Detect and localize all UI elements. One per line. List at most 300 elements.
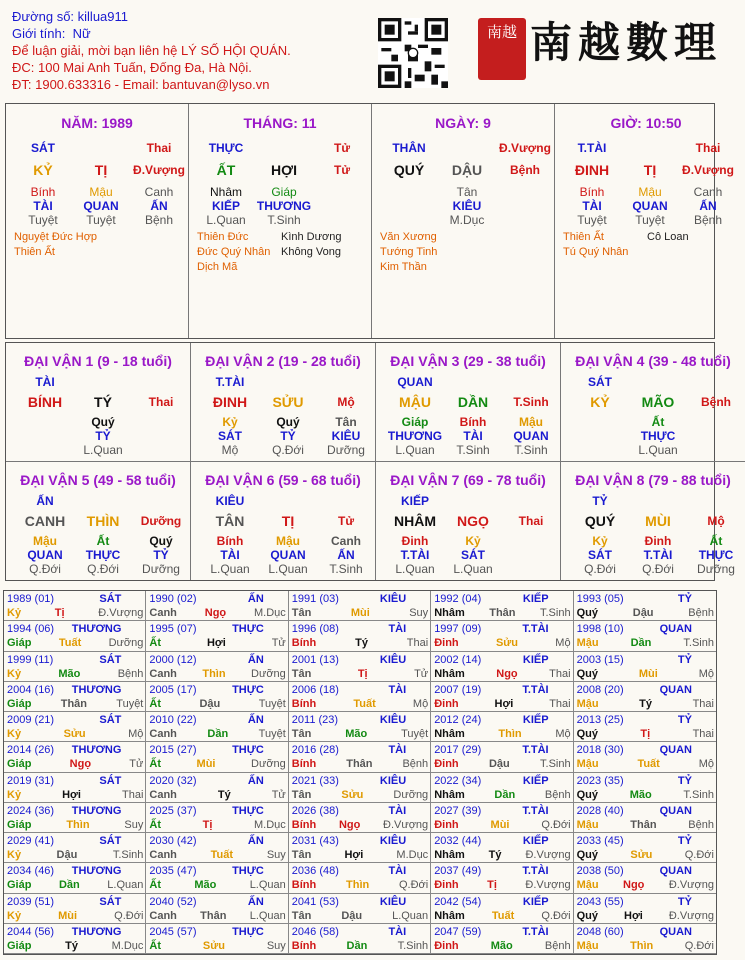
annual-line-2 [7, 848, 143, 862]
annual-line-2 [7, 636, 143, 650]
annual-branch: Ngọ [69, 758, 92, 771]
annual-stem: Nhâm [434, 728, 465, 740]
annual-god: ẤN [247, 714, 264, 726]
annual-god: THỰC [232, 623, 264, 636]
annual-stem: Giáp [7, 818, 32, 831]
pillar-cell: TÀI [582, 199, 602, 213]
annual-god: KIẾP [522, 653, 549, 666]
annual-god: T.TÀI [522, 804, 549, 817]
annual-stem: Tân [291, 849, 312, 861]
annual-cell [146, 833, 288, 863]
dai-van-hidden-cell [687, 429, 745, 443]
annual-stem: Mậu [576, 879, 599, 892]
pillar-cell: Tuyệt [86, 213, 116, 227]
dai-van-title: ĐẠI VẬN 5 (49 - 58 tuổi) [20, 471, 176, 488]
pillar-row [197, 185, 371, 199]
annual-line-1 [149, 622, 285, 636]
pillar-cell [313, 185, 371, 199]
star-item: Cô Loan [647, 231, 689, 243]
annual-stem: Mậu [576, 939, 599, 952]
annual-year: 2041 (53) [291, 895, 339, 908]
dai-van-hidden [201, 548, 375, 562]
annual-stage: Mộ [412, 697, 429, 710]
annual-year: 2037 (49) [434, 865, 482, 878]
dai-van-stem: ĐINH [212, 394, 248, 410]
annual-god: TÀI [388, 804, 407, 817]
annual-branch: Hợi [624, 909, 643, 922]
pillar-row [14, 199, 188, 213]
annual-branch: Dậu [341, 909, 363, 922]
annual-branch: Thìn [66, 818, 90, 831]
star-item: Tướng Tinh [380, 246, 438, 258]
pillar-row [563, 213, 737, 227]
pillar-cell: Mậu [89, 185, 113, 199]
annual-branch: Thân [346, 758, 373, 771]
dai-van-stem-branch [571, 512, 745, 530]
annual-line-1 [149, 743, 285, 757]
pillar-2 [372, 104, 555, 338]
annual-stem: Mậu [576, 637, 599, 650]
annual-year: 2044 (56) [7, 925, 55, 938]
annual-line-1 [577, 864, 714, 878]
annual-cell [289, 652, 431, 682]
annual-line-1 [7, 683, 143, 697]
annual-god: TỶ [677, 835, 692, 847]
annual-cell [431, 773, 573, 803]
annual-god: TÀI [388, 925, 407, 938]
annual-line-1 [292, 683, 428, 697]
dai-van-stage: Thai [148, 395, 174, 409]
annual-line-1 [434, 895, 570, 909]
annual-line-1 [577, 683, 714, 697]
annual-line-1 [7, 653, 143, 667]
dai-van-hidden-cell [16, 429, 74, 443]
annual-line-2 [292, 667, 428, 681]
dai-van-stem: CANH [24, 512, 66, 529]
dai-van-hidden [201, 443, 375, 457]
pillar-title: NGÀY: 9 [435, 115, 491, 131]
annual-line-1 [149, 774, 285, 788]
annual-stage: T.Sinh [397, 939, 429, 952]
annual-cell [574, 833, 716, 863]
annual-branch: Thân [489, 607, 516, 619]
annual-cell [431, 621, 573, 651]
annual-branch: Dậu [632, 607, 654, 619]
annual-branch: Sửu [495, 637, 518, 650]
annual-year: 2024 (36) [7, 804, 55, 817]
annual-line-2 [7, 697, 143, 711]
annual-year: 2033 (45) [576, 835, 624, 847]
annual-stem: Quý [576, 909, 598, 922]
dai-van-hidden [571, 429, 745, 443]
annual-line-2 [577, 606, 714, 620]
annual-stem: Kỷ [7, 728, 22, 740]
annual-year: 2031 (43) [291, 835, 339, 847]
star-item: Kình Dương [281, 231, 342, 243]
annual-year: 2007 (19) [434, 683, 482, 696]
annual-cell [146, 591, 288, 621]
pillar-cell: DẬU [451, 162, 483, 178]
annual-god: T.TÀI [522, 683, 549, 696]
annual-god: ẤN [247, 593, 264, 605]
pillar-cell: Nhâm [209, 185, 242, 199]
annual-god: SÁT [99, 714, 122, 726]
dai-van-hidden [16, 562, 190, 576]
dai-van-hidden [201, 534, 375, 548]
dai-van-hidden-cell: THƯƠNG [387, 429, 443, 443]
annual-branch: Dần [58, 879, 80, 892]
annual-stage: Tuyệt [116, 697, 144, 710]
pillar-row [14, 141, 188, 155]
annual-stem: Ất [149, 939, 161, 952]
annual-year: 2023 (35) [576, 774, 624, 787]
dai-van-hidden-cell: T.Sinh [329, 561, 363, 576]
annual-line-2 [577, 636, 714, 650]
annual-year: 2020 (32) [149, 774, 197, 787]
star-item: Tú Quý Nhân [563, 246, 629, 258]
annual-year: 2043 (55) [576, 895, 624, 908]
pillar-cell [380, 213, 438, 227]
dai-van-hidden-cell: L.Quan [395, 443, 435, 457]
dai-van-hidden-cell: TÀI [220, 547, 240, 562]
annual-branch: Tý [488, 849, 502, 861]
dai-van-hidden-cell: Mộ [221, 443, 239, 457]
annual-line-2 [434, 818, 570, 832]
annual-stage: Đ.Vượng [525, 849, 571, 861]
annual-stage: L.Quan [392, 909, 429, 922]
annual-stem: Ất [149, 818, 161, 831]
annual-cell [4, 894, 146, 924]
annual-line-1 [577, 925, 714, 939]
annual-god: KIÊU [379, 835, 407, 847]
annual-cell [289, 712, 431, 742]
annual-stage: Đ.Vượng [525, 879, 571, 892]
pillar-cell [313, 199, 371, 213]
annual-line-1 [7, 864, 143, 878]
star-item: Thiên Đức [197, 231, 249, 243]
pillar-cell: QUÝ [393, 162, 425, 178]
annual-cell [4, 803, 146, 833]
dai-van-branch: THÌN [86, 512, 120, 529]
dai-van-hidden-cell [502, 548, 560, 562]
annual-line-1 [292, 834, 428, 848]
annual-line-2 [434, 788, 570, 802]
pillar-title: THÁNG: 11 [243, 115, 317, 131]
annual-stem: Giáp [7, 697, 32, 710]
annual-branch: Thân [630, 818, 657, 831]
annual-god: TÀI [388, 744, 407, 757]
annual-line-1 [292, 653, 428, 667]
annual-god: TỶ [677, 593, 692, 605]
annual-branch: Sửu [63, 728, 86, 740]
annual-line-2 [434, 939, 570, 953]
annual-cell [4, 621, 146, 651]
annual-stage: Thai [406, 637, 429, 650]
annual-stem: Mậu [576, 818, 599, 831]
annual-god: KIẾP [522, 835, 549, 847]
annual-year: 2047 (59) [434, 925, 482, 938]
star-item: Kim Thần [380, 261, 427, 273]
annual-god: QUAN [659, 865, 692, 878]
annual-cell [289, 833, 431, 863]
annual-line-1 [7, 804, 143, 818]
star-item: Thiên Ất [563, 231, 604, 243]
annual-line-1 [434, 925, 570, 939]
pillar-cell: T.TÀI [577, 141, 607, 155]
annual-branch: Thìn [202, 667, 226, 680]
pillar-cell [496, 213, 554, 227]
annual-stage: Mộ [555, 728, 571, 740]
dai-van-table [5, 342, 735, 581]
annual-line-1 [434, 713, 570, 727]
dai-van-hidden-cell: TÀI [463, 429, 483, 443]
annual-cell [574, 621, 716, 651]
dai-van-stage: Dưỡng [140, 513, 182, 528]
annual-line-2 [292, 848, 428, 862]
annual-line-1 [7, 592, 143, 606]
dai-van-branch: DẦN [457, 394, 489, 410]
annual-god: T.TÀI [522, 744, 549, 757]
dai-van-hidden-cell: Canh [331, 533, 361, 548]
annual-line-2 [434, 878, 570, 892]
annual-line-1 [434, 592, 570, 606]
annual-branch: Mão [58, 667, 81, 680]
annual-stage: Đ.Vượng [668, 909, 714, 922]
annual-line-1 [149, 834, 285, 848]
dai-van-stem: KỶ [590, 394, 610, 410]
dai-van-god [16, 494, 190, 508]
annual-god: THƯƠNG [71, 623, 122, 636]
annual-line-2 [292, 939, 428, 953]
annual-stage: Đ.Vượng [98, 607, 144, 619]
annual-line-1 [577, 653, 714, 667]
pillar-row [380, 213, 554, 227]
dai-van-hidden-cell: Q.Đới [642, 561, 674, 576]
annual-year: 1990 (02) [149, 593, 197, 605]
dai-van-god-label: TỶ [592, 493, 608, 508]
annual-branch: Hợi [206, 637, 226, 650]
annual-year: 2018 (30) [576, 744, 624, 757]
seal-stamp-icon: 南越 [478, 18, 526, 80]
pillar-cell: T.Sinh [267, 213, 301, 227]
dai-van-hidden-cell: T.Sinh [456, 443, 490, 457]
annual-branch: Ngọ [204, 607, 227, 619]
annual-cell [574, 712, 716, 742]
annual-god: KIẾP [522, 593, 549, 605]
annual-year: 2025 (37) [149, 804, 197, 817]
annual-stage: Thai [121, 788, 144, 801]
annual-year: 2006 (18) [291, 683, 339, 696]
dai-van-stem-branch [386, 512, 560, 530]
annual-cell [289, 773, 431, 803]
dai-van-stem: BÍNH [27, 394, 63, 410]
dai-van-hidden-cell: Bính [459, 415, 487, 429]
pillar-title: NĂM: 1989 [61, 115, 133, 131]
annual-branch: Tuất [637, 758, 660, 771]
annual-cell [146, 742, 288, 772]
annual-branch: Dần [494, 788, 516, 801]
annual-year: 2045 (57) [149, 925, 197, 938]
pillar-row [563, 199, 737, 213]
annual-cell [574, 591, 716, 621]
annual-stem: Bính [291, 697, 317, 710]
annual-cell [574, 924, 716, 954]
annual-stage: T.Sinh [683, 788, 714, 801]
annual-stem: Giáp [7, 879, 32, 892]
pillar-stem-branch [14, 161, 188, 179]
pillar-cell: Mậu [638, 185, 662, 199]
dai-van-hidden [16, 443, 190, 457]
dai-van-hidden-cell: Đinh [644, 533, 672, 548]
annual-stem: Nhâm [434, 909, 465, 922]
annual-cell [574, 773, 716, 803]
annual-year: 1994 (06) [7, 623, 55, 636]
annual-line-2 [7, 757, 143, 771]
annual-year: 2008 (20) [576, 683, 624, 696]
annual-line-1 [292, 864, 428, 878]
annual-stage: Bệnh [688, 818, 714, 831]
annual-line-2 [577, 878, 714, 892]
annual-cell [574, 682, 716, 712]
annual-stem: Đinh [434, 939, 459, 952]
dai-van-stage: T.Sinh [513, 395, 549, 409]
pillar-cell [496, 199, 554, 213]
annual-line-2 [434, 636, 570, 650]
annual-line-2 [577, 939, 714, 953]
pillar-cell: Canh [693, 185, 723, 199]
annual-stem: Tân [291, 728, 312, 740]
annual-god: KIÊU [379, 895, 407, 908]
annual-stem: Giáp [7, 939, 32, 952]
annual-line-2 [149, 909, 285, 923]
annual-branch: Mùi [58, 909, 78, 922]
annual-stage: Thai [692, 697, 714, 710]
dai-van-hidden-cell: L.Quan [83, 443, 123, 457]
star-item: Thiên Ất [14, 246, 55, 258]
dai-van-hidden-cell: THỰC [698, 547, 734, 562]
annual-stem: Nhâm [434, 849, 465, 861]
annual-year: 2005 (17) [149, 683, 197, 696]
dai-van-hidden-cell: Mậu [276, 533, 300, 548]
dai-van-stem-branch [571, 393, 745, 411]
gender-line: Giới tính: Nữ [12, 26, 91, 41]
annual-stage: Đ.Vượng [383, 818, 429, 831]
pillar-stem-branch [197, 161, 371, 179]
annual-cell [146, 894, 288, 924]
dai-van-hidden-cell [16, 443, 74, 457]
dai-van-hidden-cell [687, 443, 745, 457]
annual-cell [431, 863, 573, 893]
annual-line-2 [7, 788, 143, 802]
annual-branch: Tuất [491, 909, 515, 922]
annual-year: 2021 (33) [291, 774, 339, 787]
annual-god: TỶ [677, 653, 692, 666]
star-item: Đức Quý Nhân [197, 246, 271, 258]
annual-line-2 [149, 788, 285, 802]
annual-branch: Tị [202, 818, 213, 831]
annual-line-2 [7, 939, 143, 953]
annual-year: 2009 (21) [7, 714, 55, 726]
annual-stage: Bệnh [117, 667, 144, 680]
annual-cell [4, 742, 146, 772]
annual-line-2 [292, 636, 428, 650]
annual-stem: Bính [291, 758, 317, 771]
annual-branch: Dậu [56, 849, 78, 861]
dai-van-hidden-cell: TỶ [280, 429, 296, 443]
annual-cell [146, 803, 288, 833]
annual-stem: Kỷ [7, 607, 22, 619]
annual-god: T.TÀI [522, 925, 549, 938]
pillar-cell: Tân [456, 185, 478, 199]
annual-stem: Đinh [434, 879, 459, 892]
annual-year: 2003 (15) [576, 653, 624, 666]
pillar-cell [380, 199, 438, 213]
annual-cell [574, 803, 716, 833]
dai-van-stage: Mộ [337, 395, 355, 409]
annual-branch: Dần [630, 637, 652, 650]
dai-van-cell [191, 343, 376, 462]
dai-van-hidden-cell: L.Quan [210, 561, 250, 576]
dai-van-hidden-cell [132, 415, 190, 429]
annual-stage: Tử [129, 758, 144, 771]
annual-god: SÁT [99, 774, 122, 787]
dai-van-stem: NHÂM [394, 512, 436, 529]
phone-email-line: ĐT: 1900.633316 - Email: bantuvan@lyso.vn [12, 77, 270, 92]
dai-van-hidden-cell: Q.Đới [29, 561, 61, 576]
annual-branch: Hợi [494, 697, 514, 710]
annual-branch: Mão [629, 788, 652, 801]
annual-line-2 [149, 878, 285, 892]
annual-year: 1999 (11) [7, 653, 54, 666]
annual-year: 2000 (12) [149, 653, 197, 666]
annual-stem: Nhâm [434, 788, 465, 801]
pillar-stars-2 [281, 230, 341, 260]
dai-van-hidden-cell: T.TÀI [643, 547, 673, 562]
annual-branch: Dậu [199, 697, 221, 710]
annual-year: 2039 (51) [7, 895, 55, 908]
dai-van-hidden [201, 562, 375, 576]
annual-line-1 [434, 683, 570, 697]
dai-van-hidden-cell: Quý [276, 415, 300, 429]
annual-stem: Kỷ [7, 849, 22, 861]
annual-line-1 [434, 774, 570, 788]
dai-van-hidden-cell: L.Quan [453, 561, 493, 576]
annual-branch: Thìn [498, 728, 522, 740]
annual-stem: Đinh [434, 637, 459, 650]
header-info [12, 8, 291, 93]
dai-van-hidden-cell: L.Quan [268, 561, 308, 576]
annual-year: 1993 (05) [576, 593, 624, 605]
annual-year: 1989 (01) [7, 593, 55, 605]
annual-stage: Tử [271, 637, 286, 650]
annual-line-1 [149, 713, 285, 727]
annual-year: 1992 (04) [434, 593, 482, 605]
annual-branch: Dần [207, 728, 229, 740]
annual-year: 2026 (38) [291, 804, 339, 817]
annual-cell [146, 621, 288, 651]
annual-god: KIÊU [379, 774, 407, 787]
dai-van-title: ĐẠI VẬN 7 (69 - 78 tuổi) [390, 471, 546, 488]
annual-cell [574, 863, 716, 893]
dai-van-hidden [571, 415, 745, 429]
annual-line-2 [434, 909, 570, 923]
dai-van-cell [6, 462, 191, 581]
annual-stage: Mộ [128, 728, 144, 740]
pillar-row [380, 199, 554, 213]
annual-line-2 [149, 606, 285, 620]
annual-branch: Ngọ [338, 818, 361, 831]
dai-van-hidden-cell: Bính [216, 533, 244, 548]
